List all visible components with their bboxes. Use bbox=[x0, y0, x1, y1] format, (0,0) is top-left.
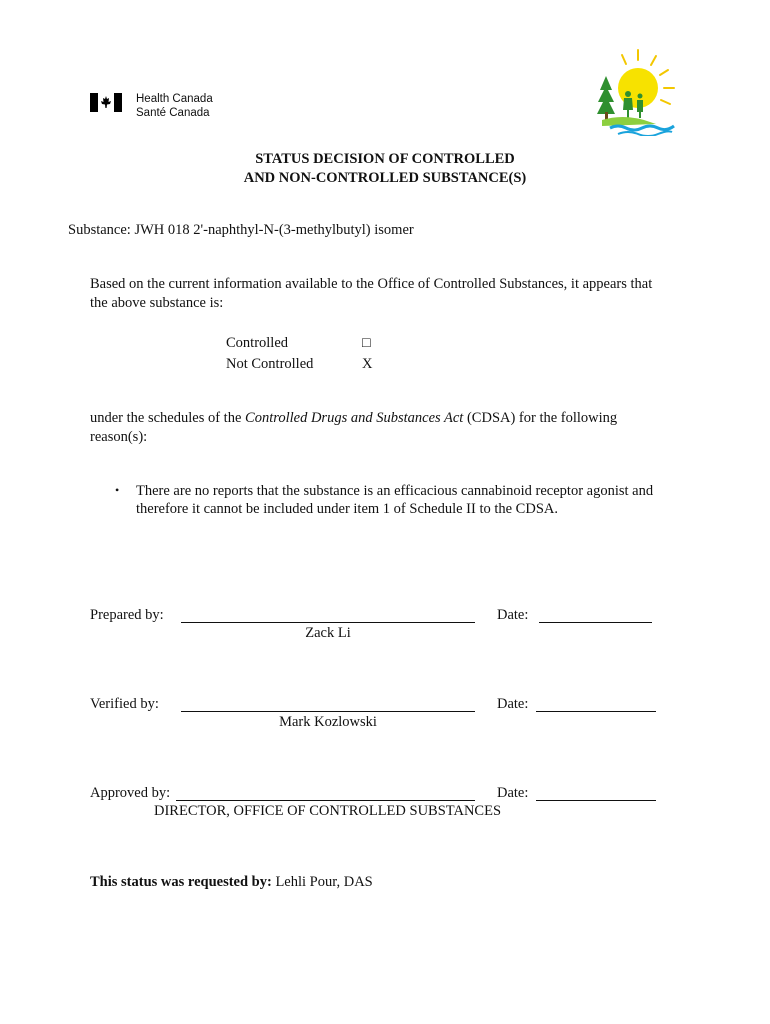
verified-date-line bbox=[536, 711, 656, 712]
prepared-by-label: Prepared by: bbox=[90, 607, 164, 623]
requested-by-label: This status was requested by: bbox=[90, 874, 272, 890]
substance-name: JWH 018 2'-naphthyl-N-(3-methylbutyl) isomer bbox=[134, 222, 414, 238]
reason-intro-line-2: reason(s): bbox=[90, 429, 148, 445]
option-not-controlled-label: Not Controlled bbox=[226, 356, 314, 372]
intro-line-1: Based on the current information available to the Office of Controlled Substances, it appears that bbox=[90, 276, 653, 292]
department-en: Health Canada bbox=[136, 93, 213, 105]
approved-date-label: Date: bbox=[497, 785, 529, 801]
approved-by-label: Approved by: bbox=[90, 785, 171, 801]
approved-by-name: DIRECTOR, OFFICE OF CONTROLLED SUBSTANCES bbox=[154, 803, 502, 819]
document-title-line-2: AND NON-CONTROLLED SUBSTANCE(S) bbox=[243, 170, 527, 186]
reason-intro-pre: under the schedules of the bbox=[90, 410, 246, 426]
substance-label: Substance: bbox=[68, 222, 131, 238]
act-name: Controlled Drugs and Substances Act bbox=[245, 410, 464, 426]
sun-family-logo-icon bbox=[596, 46, 676, 136]
approved-date-line bbox=[536, 800, 656, 801]
prepared-by-name: Zack Li bbox=[305, 625, 351, 641]
prepared-date-line bbox=[539, 622, 652, 623]
prepared-signature-line bbox=[181, 622, 475, 623]
approved-signature-line bbox=[176, 800, 475, 801]
bullet-icon: • bbox=[115, 483, 120, 497]
verified-signature-line bbox=[181, 711, 475, 712]
verified-by-name: Mark Kozlowski bbox=[279, 714, 377, 730]
option-controlled-checkbox: □ bbox=[362, 335, 371, 351]
verified-by-label: Verified by: bbox=[90, 696, 159, 712]
requested-by bbox=[90, 874, 373, 891]
canada-flag-icon bbox=[90, 93, 122, 112]
substance-line bbox=[68, 222, 414, 239]
verified-date-label: Date: bbox=[497, 696, 529, 712]
option-not-controlled-mark: X bbox=[362, 356, 373, 372]
document-title-line-1: STATUS DECISION OF CONTROLLED bbox=[255, 151, 515, 167]
requested-by-value: Lehli Pour, DAS bbox=[275, 874, 373, 890]
prepared-date-label: Date: bbox=[497, 607, 529, 623]
intro-line-2: the above substance is: bbox=[90, 295, 224, 311]
reason-intro-post: (CDSA) for the following bbox=[463, 410, 618, 426]
option-controlled-label: Controlled bbox=[226, 335, 289, 351]
department-fr: Santé Canada bbox=[136, 107, 210, 119]
reason-line-2: therefore it cannot be included under item 1 of Schedule II to the CDSA. bbox=[136, 501, 558, 517]
reason-line-1: There are no reports that the substance is an efficacious cannabinoid receptor agonist and bbox=[136, 483, 654, 499]
department-name bbox=[136, 92, 213, 120]
reason-intro-line-1 bbox=[90, 410, 617, 427]
